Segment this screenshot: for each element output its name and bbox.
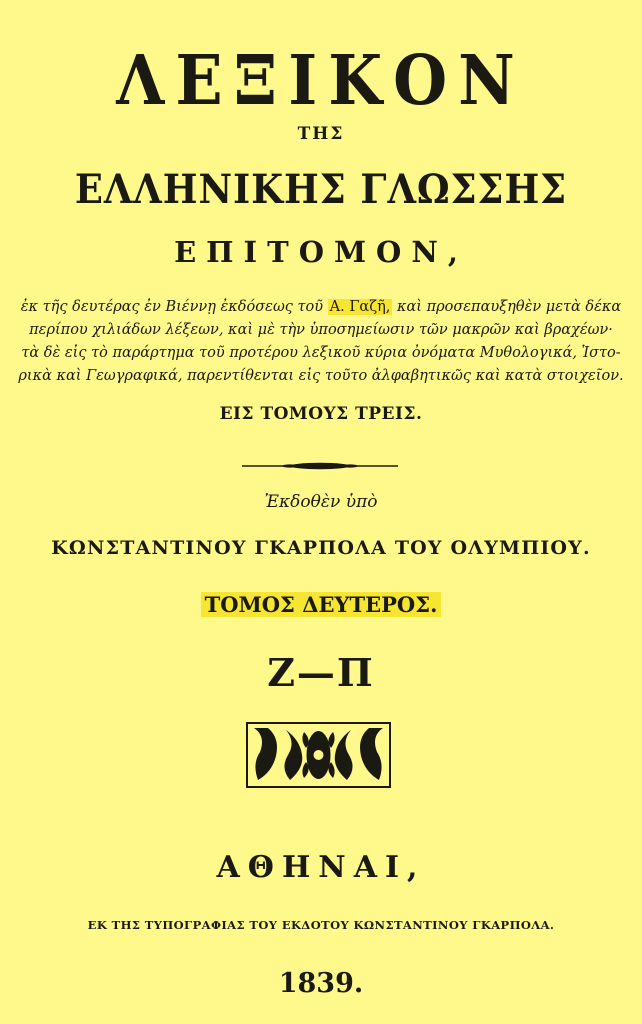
description-line-1 (18, 296, 624, 319)
author: ΚΩΝΣΤΑΝΤΙΝΟΥ ΓΚΑΡΠΟΛΑ ΤΟΥ ΟΛΥΜΠΙΟΥ. (51, 537, 591, 559)
volume-label (0, 592, 642, 617)
volumes-note: ΕΙΣ ΤΟΜΟΥΣ ΤΡΕΙΣ. (219, 404, 423, 424)
printers-ornament-icon (246, 722, 391, 788)
description-line-4: ρικὰ καὶ Γεωγραφικά, παρεντίθενται εἰς τοῦτο ἀλφαβητικῶς καὶ κατὰ στοιχεῖον. (18, 368, 624, 384)
volume-highlight: ΤΟΜΟΣ ΔΕΥΤΕΡΟΣ. (201, 592, 442, 617)
highlighted-name: Α. Γαζῆ, (329, 299, 391, 315)
published-by: Ἐκδοθὲν ὑπὸ (264, 492, 378, 512)
description-text: ἐκ τῆς δευτέρας ἐν Βιέννῃ ἐκδόσεως τοῦ (20, 299, 324, 315)
subtitle: ΕΠΙΤΟΜΟΝ, (174, 235, 468, 269)
letter-range: Ζ—Π (267, 650, 375, 695)
year: 1839. (278, 968, 364, 999)
imprint: ΕΚ ΤΗΣ ΤΥΠΟΓΡΑΦΙΑΣ ΤΟΥ ΕΚΔΟΤΟΥ ΚΩΝΣΤΑΝΤΙΝΟΥ ΓΚΑΡΠΟΛΑ. (87, 918, 555, 932)
city: ΑΘΗΝΑΙ, (216, 850, 426, 885)
description (18, 296, 624, 388)
description-line-3: τὰ δὲ εἰς τὸ παράρτημα τοῦ προτέρου λεξικοῦ κύρια ὀνόματα Μυθολογικά, Ἱστο- (21, 345, 621, 361)
description-text: καὶ προσεπαυξηθὲν μετὰ δέκα (396, 299, 622, 315)
title-article: ΤΗΣ (297, 124, 345, 144)
language-title: ΕΛΛΗΝΙΚΗΣ ΓΛΩΣΣΗΣ (74, 166, 568, 213)
decorative-rule (240, 460, 400, 472)
main-title: ΛΕΞΙΚΟΝ (116, 40, 526, 121)
description-line-2: περίπου χιλιάδων λέξεων, καὶ μὲ τὴν ὑποσημείωσιν τῶν μακρῶν καὶ βραχέων· (29, 322, 613, 338)
